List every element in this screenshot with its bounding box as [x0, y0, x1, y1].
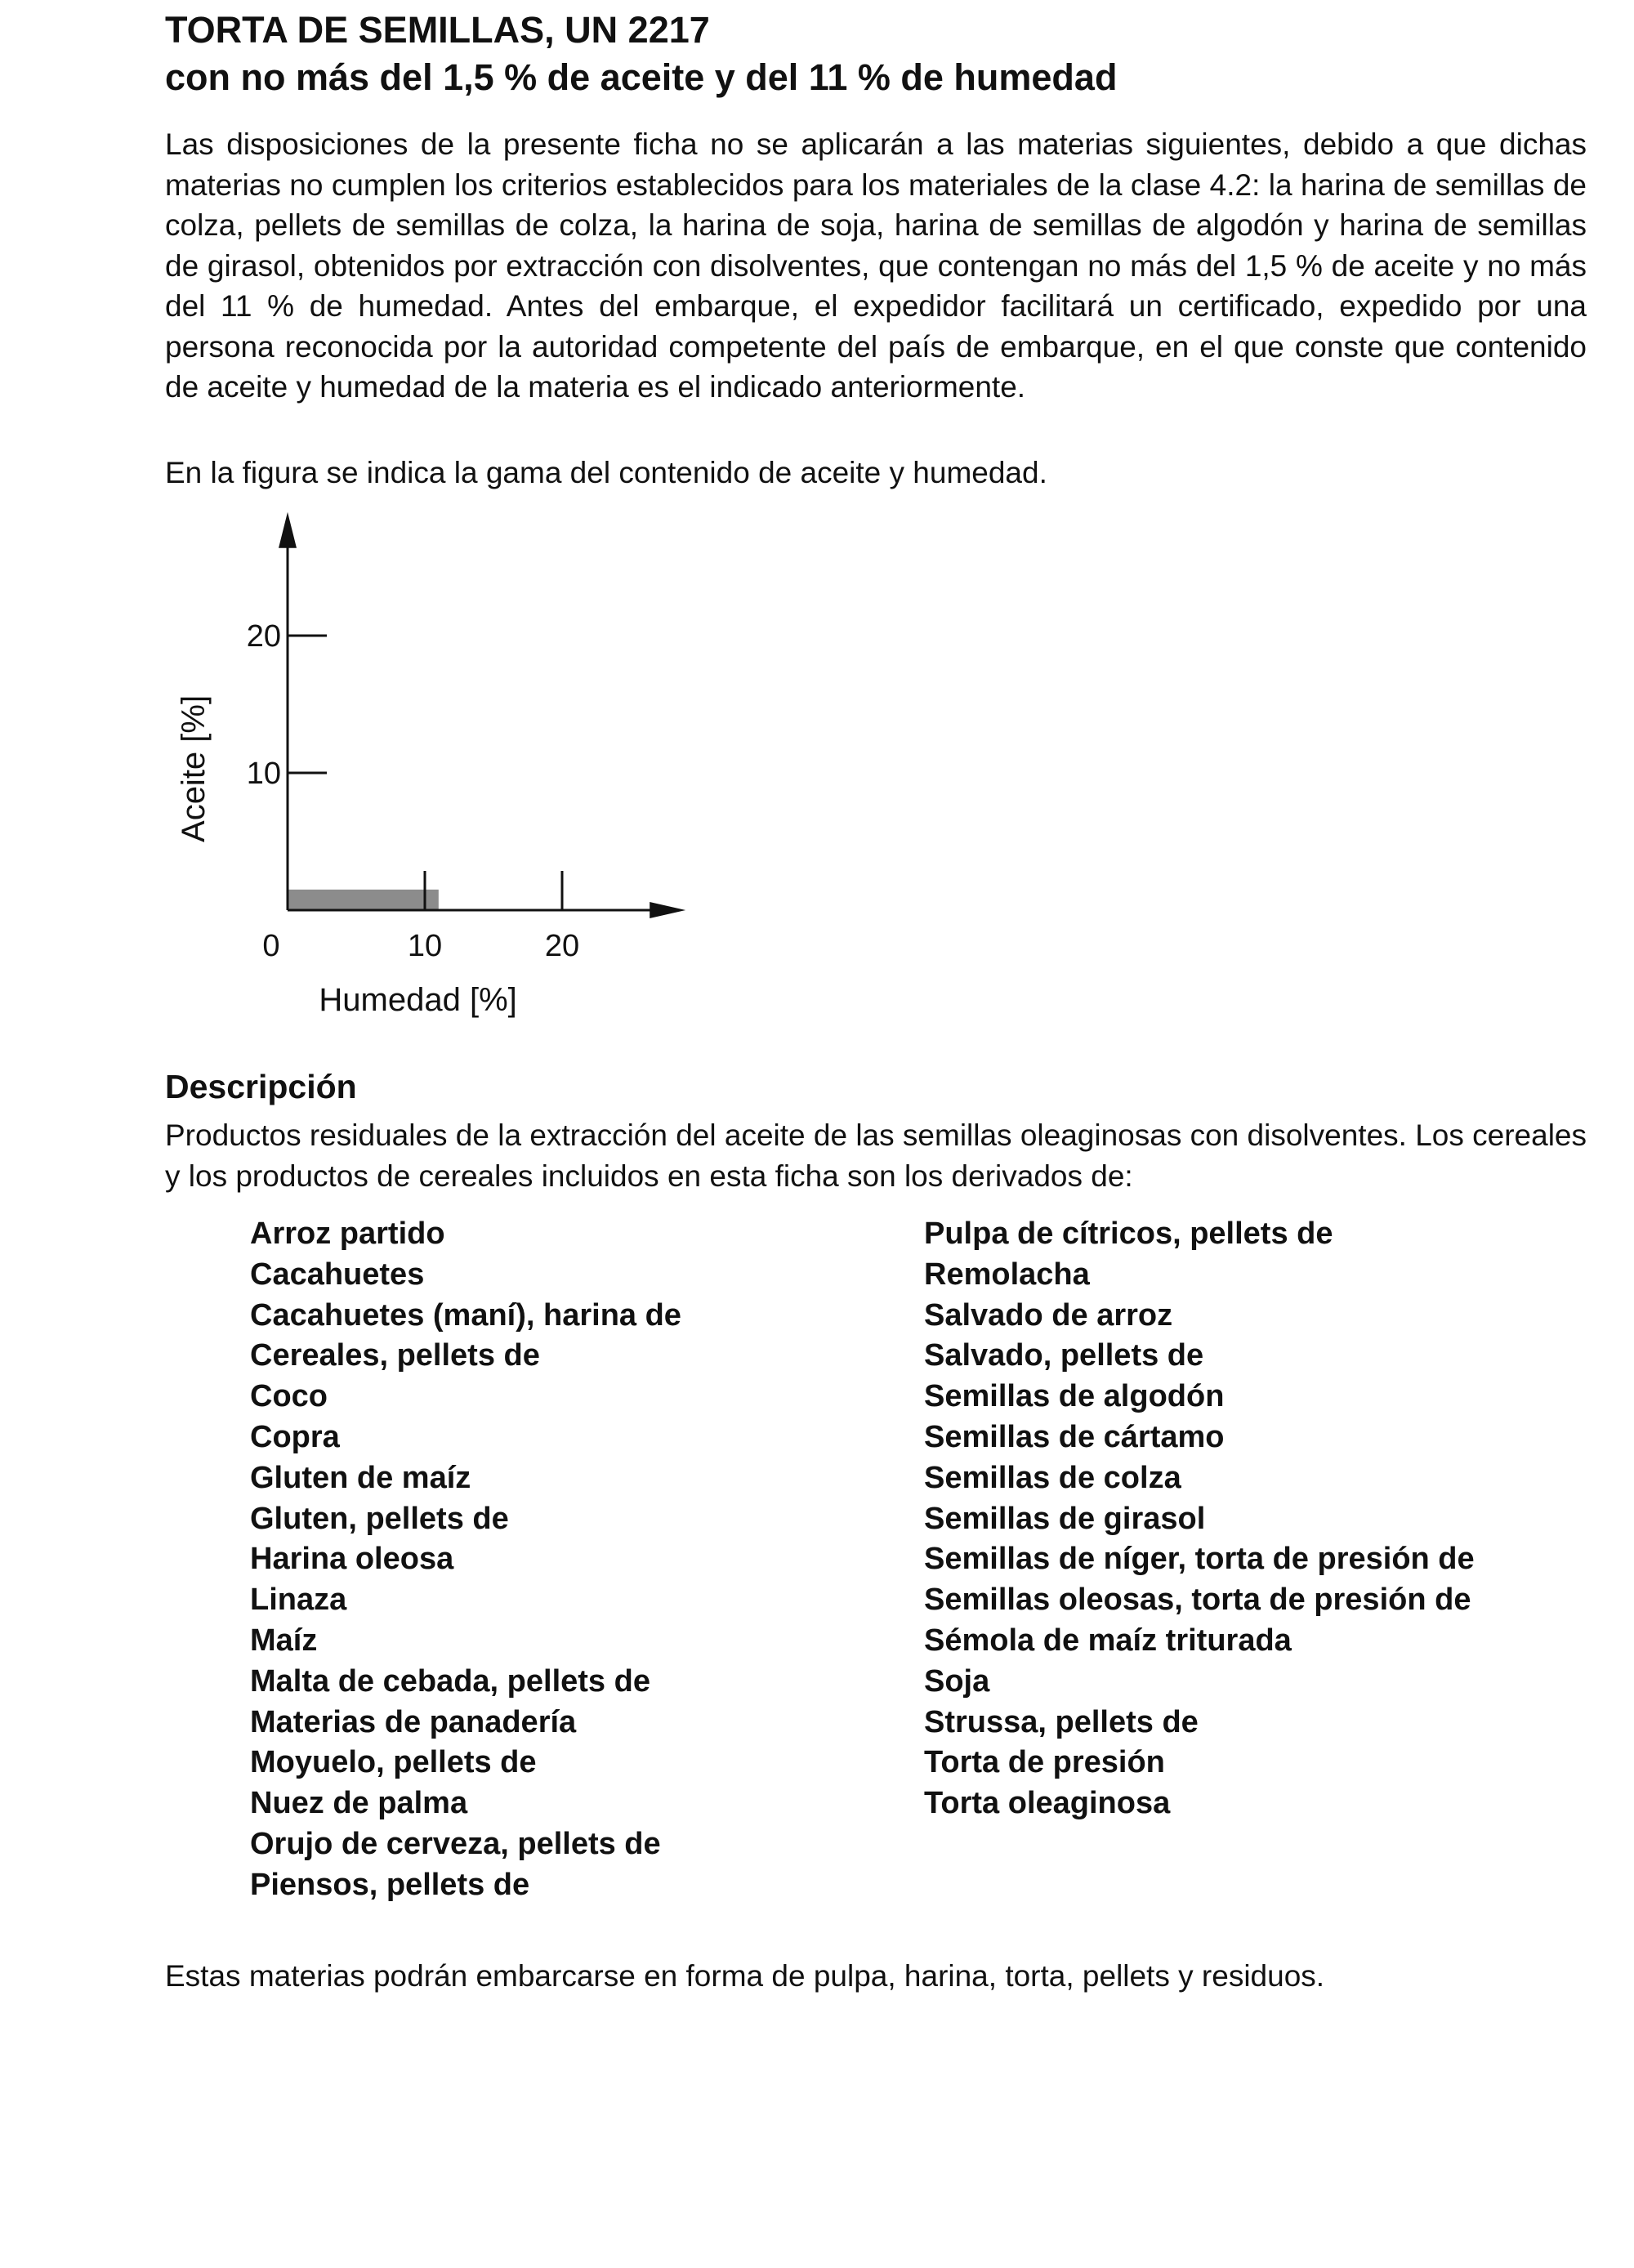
material-item: Cereales, pellets de: [250, 1338, 540, 1373]
material-item: Cacahuetes (maní), harina de: [250, 1297, 681, 1333]
material-item: Cacahuetes: [250, 1257, 425, 1292]
closing-paragraph: Estas materias podrán embarcarse en forma de pulpa, harina, torta, pellets y residuos.: [165, 1959, 1325, 1993]
description-heading: Descripción: [165, 1068, 357, 1105]
page-title: [165, 7, 1587, 101]
materials-list-left: [250, 1214, 904, 1906]
material-item: Salvado de arroz: [924, 1297, 1173, 1333]
y-tick-label: 10: [246, 757, 281, 791]
material-item: Torta oleaginosa: [924, 1786, 1171, 1821]
material-item: Piensos, pellets de: [250, 1867, 530, 1902]
materials-list-right: [924, 1214, 1602, 1824]
y-tick-label: 20: [246, 619, 281, 654]
x-axis-arrow-icon: [650, 902, 685, 918]
x-tick-label: 10: [407, 929, 443, 963]
material-item: Salvado, pellets de: [924, 1338, 1204, 1373]
material-item: Sémola de maíz triturada: [924, 1623, 1292, 1658]
material-item: Arroz partido: [250, 1217, 445, 1251]
material-item: Semillas de algodón: [924, 1379, 1225, 1414]
material-item: Malta de cebada, pellets de: [250, 1663, 650, 1699]
material-item: Semillas de cártamo: [924, 1419, 1225, 1454]
material-item: Semillas de girasol: [924, 1501, 1206, 1536]
shaded-range-region: [288, 890, 439, 910]
material-item: Harina oleosa: [250, 1542, 454, 1577]
figure-caption: En la figura se indica la gama del contenido de aceite y humedad.: [165, 456, 1047, 489]
title-line-1: TORTA DE SEMILLAS, UN 2217: [165, 9, 710, 51]
material-item: Pulpa de cítricos, pellets de: [924, 1217, 1333, 1251]
material-item: Linaza: [250, 1583, 347, 1618]
material-item: Gluten, pellets de: [250, 1501, 509, 1536]
material-item: Strussa, pellets de: [924, 1704, 1199, 1739]
material-item: Remolacha: [924, 1257, 1090, 1292]
material-item: Copra: [250, 1419, 340, 1454]
material-item: Coco: [250, 1379, 328, 1414]
material-item: Maíz: [250, 1623, 318, 1658]
y-axis-arrow-icon: [279, 512, 297, 548]
title-line-2: con no más del 1,5 % de aceite y del 11 % de humedad: [165, 56, 1118, 98]
y-axis-label: Aceite [%]: [176, 694, 212, 842]
oil-moisture-chart: [155, 505, 727, 1036]
material-item: Nuez de palma: [250, 1786, 468, 1821]
material-item: Semillas oleosas, torta de presión de: [924, 1583, 1471, 1618]
material-item: Moyuelo, pellets de: [250, 1745, 537, 1780]
material-item: Orujo de cerveza, pellets de: [250, 1826, 661, 1861]
x-tick-label: 20: [544, 929, 580, 963]
description-paragraph: Productos residuales de la extracción del aceite de las semillas oleaginosas con disolventes. Los cereales y los productos de cereales incluidos en esta ficha son los derivados de:: [165, 1118, 1587, 1193]
x-axis-label: Humedad [%]: [319, 982, 517, 1018]
material-item: Torta de presión: [924, 1745, 1165, 1780]
origin-label: 0: [262, 929, 280, 963]
material-item: Soja: [924, 1663, 990, 1699]
material-item: Semillas de níger, torta de presión de: [924, 1542, 1475, 1577]
material-item: Gluten de maíz: [250, 1460, 471, 1495]
material-item: Materias de panadería: [250, 1704, 577, 1739]
material-item: Semillas de colza: [924, 1460, 1181, 1495]
intro-paragraph: Las disposiciones de la presente ficha no se aplicarán a las materias siguientes, debido a que dichas materias no cumplen los criterios establecidos para los materiales de la clase 4.2: la harina de semillas de colza, pellets de semillas de colza, la harina de soja, harina de semillas de algodón y harina de semillas de girasol, obtenidos por extracción con disolventes, que contengan no más del 1,5 % de aceite y no más del 11 % de humedad. Antes del embarque, el expedidor facilitará un certificado, expedido por una persona reconocida por la autoridad competente del país de embarque, en el que conste que contenido de aceite y humedad de la materia es el indicado anteriormente.: [165, 127, 1587, 404]
